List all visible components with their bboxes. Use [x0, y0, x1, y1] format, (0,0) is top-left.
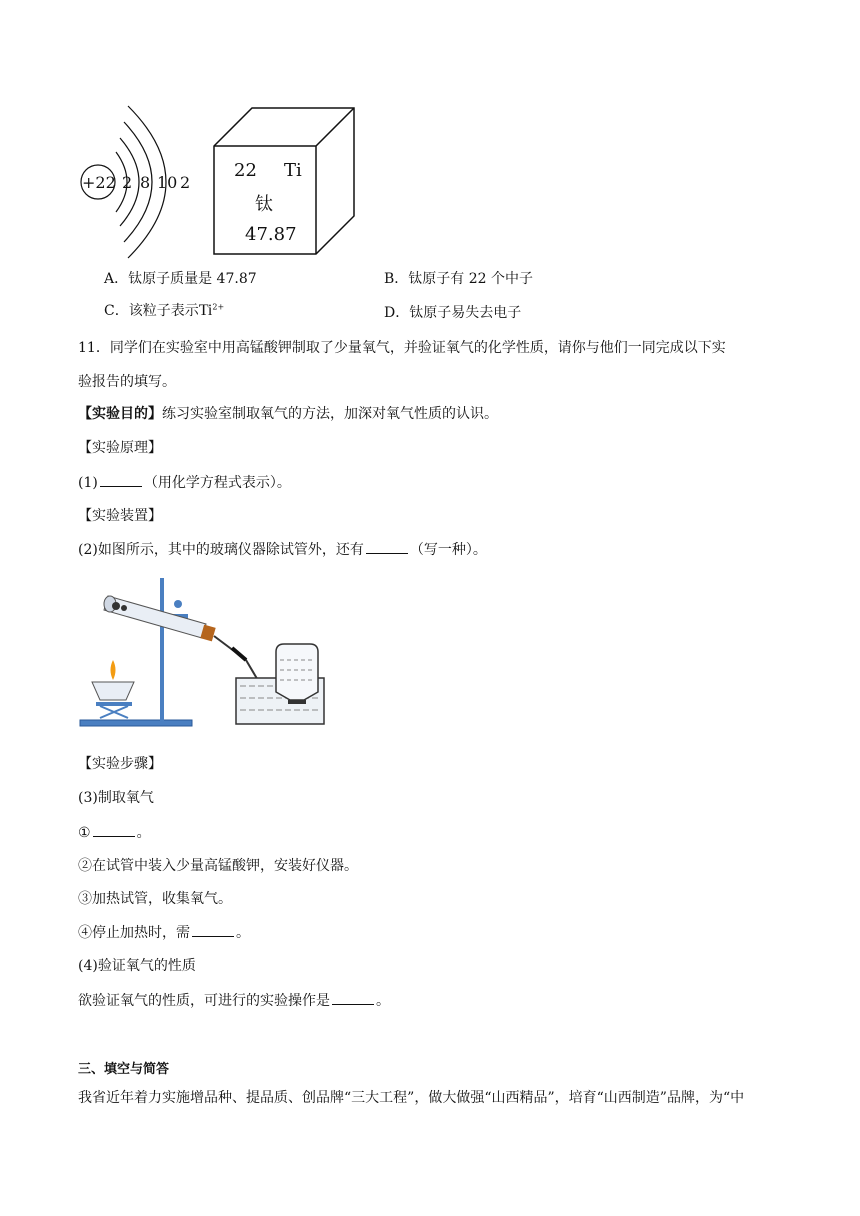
shell-electrons: 8: [140, 173, 151, 192]
shell-electrons: 2: [122, 173, 133, 192]
step-1: ① 。: [78, 822, 151, 843]
atomic-mass: 47.87: [245, 224, 297, 245]
answer-blank[interactable]: [332, 990, 374, 1005]
answer-blank[interactable]: [366, 539, 408, 554]
option-a: A．钛原子质量是 47.87: [104, 271, 257, 287]
purpose-line: 【实验目的】练习实验室制取氧气的方法，加深对氧气性质的认识。: [78, 406, 498, 422]
step-3: ③加热试管，收集氧气。: [78, 891, 232, 907]
steps-heading: 【实验步骤】: [78, 756, 162, 772]
option-c: C．该粒子表示$Ti^{2+}$: [104, 302, 225, 319]
shell-electrons: 2: [180, 173, 191, 192]
answer-blank[interactable]: [100, 472, 142, 487]
nucleus-charge: +22: [82, 173, 116, 192]
option-b: B．钛原子有 22 个中子: [384, 271, 534, 287]
section-heading: 三、填空与简答: [78, 1062, 170, 1077]
answer-blank[interactable]: [192, 922, 234, 937]
shell-electrons: 10: [157, 173, 178, 192]
oxygen-apparatus-figure: [78, 574, 328, 734]
atomic-number: 22: [234, 160, 257, 181]
question-4: (4)验证氧气的性质: [78, 958, 196, 974]
apparatus-heading: 【实验装置】: [78, 508, 162, 524]
answer-blank[interactable]: [93, 822, 135, 837]
question-2: (2)如图所示，其中的玻璃仪器除试管外，还有 （写一种）。: [78, 539, 487, 560]
step-2: ②在试管中装入少量高锰酸钾，安装好仪器。: [78, 858, 358, 874]
question-1: (1) （用化学方程式表示）。: [78, 472, 291, 493]
question-3: (3)制取氧气: [78, 790, 154, 806]
q11-intro-cont: 验报告的填写。: [78, 374, 176, 390]
element-symbol: Ti: [284, 160, 302, 181]
step-4: ④停止加热时，需 。: [78, 922, 250, 943]
section-text: 我省近年着力实施增品种、提品质、创品牌“三大工程”，做大做强“山西精品”，培育“山西制造”品牌，为“中: [78, 1090, 745, 1106]
principle-heading: 【实验原理】: [78, 440, 162, 456]
element-name: 钛: [255, 194, 273, 215]
q11-intro: 11．同学们在实验室中用高锰酸钾制取了少量氧气，并验证氧气的化学性质，请你与他们一同完成以下实: [78, 340, 726, 356]
option-d: D．钛原子易失去电子: [384, 305, 522, 321]
question-4-prompt: 欲验证氧气的性质，可进行的实验操作是 。: [78, 990, 390, 1011]
